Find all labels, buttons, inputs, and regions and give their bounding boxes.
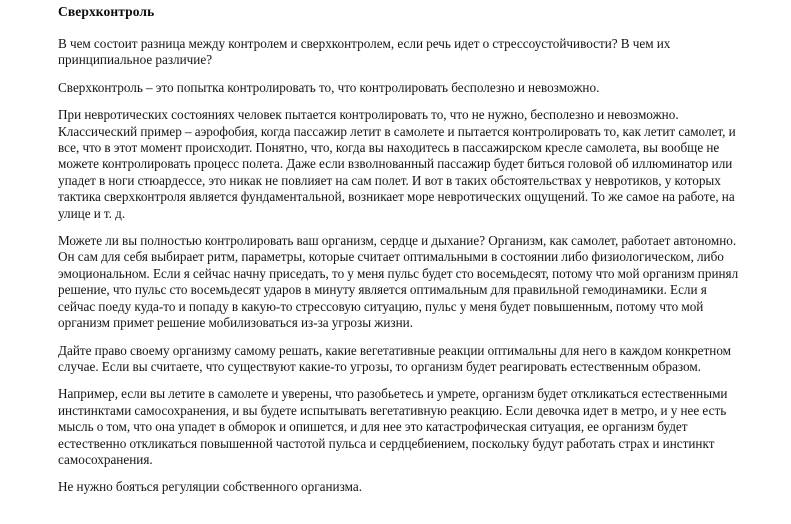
page-title: Сверхконтроль [58, 4, 155, 19]
paragraph-6: Например, если вы летите в самолете и уверены, что разобьетесь и умрете, организм будет откликаться естественными инстинктами самосохранения, и вы будете испытывать вегетативную реакцию. Если девочка идет в метро, и у нее есть мысль о том, что она упадет в обморок и опишется, и для нее это катастрофическая ситуация, ее организм будет естественно откликаться повышенной частотой пульса и сердцебиением, поскольку будут работать страх и инстинкт самосохранения. [58, 386, 728, 467]
document-body [58, 36, 741, 496]
paragraph-1: В чем состоит разница между контролем и сверхконтролем, если речь идет о стрессоустойчивости? В чем их принципиальное различие? [58, 36, 671, 68]
paragraph-2: Сверхконтроль – это попытка контролировать то, что контролировать бесполезно и невозможно. [58, 79, 600, 95]
paragraph-7: Не нужно бояться регуляции собственного организма. [58, 479, 363, 495]
paragraph-5: Дайте право своему организму самому решать, какие вегетативные реакции оптимальны для него в каждом конкретном случае. Если вы считаете, что существуют какие-то угрозы, то организм будет реагировать естественным образом. [58, 342, 732, 374]
paragraph-4: Можете ли вы полностью контролировать ваш организм, сердце и дыхание? Организм, как самолет, работает автономно. Он сам для себя выбирает ритм, параметры, которые считает оптимальными в состоянии либо физиологическом, либо эмоциональном. Если я сейчас начну приседать, то у меня пульс будет сто восемьдесят, потому что мой организм принял решение, что пульс сто восемьдесят ударов в минуту является оптимальным для правильной гемодинамики. Если я сейчас поеду куда-то и попаду в какую-то стрессовую ситуацию, пульс у меня будет повышенным, потому что мой организм примет решение мобилизоваться из-за угрозы жизни. [58, 233, 739, 331]
paragraph-3: При невротических состояниях человек пытается контролировать то, что не нужно, бесполезно и невозможно. Классический пример – аэрофобия, когда пассажир летит в самолете и пытается контролировать то, как летит самолет, и все, что в этот момент происходит. Понятно, что, когда вы находитесь в пассажирском кресле самолета, вы вообще не можете контролировать процесс полета. Даже если взволнованный пассажир будет биться головой об иллюминатор или упадет в ноги стюардессе, это никак не повлияет на сам полет. И вот в таких обстоятельствах у невротиков, у которых тактика сверхконтроля является фундаментальной, возникает море невротических ощущений. То же самое на работе, на улице и т. д. [58, 107, 736, 221]
